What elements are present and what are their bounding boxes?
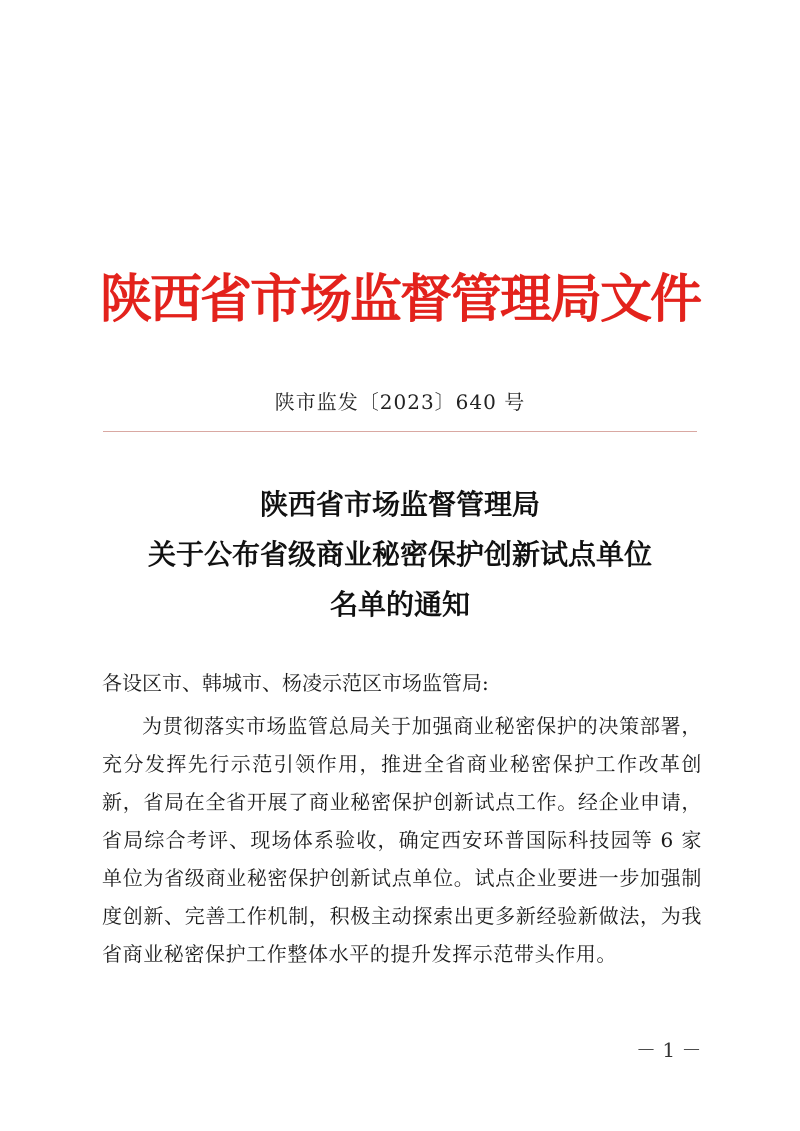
title-line-2: 关于公布省级商业秘密保护创新试点单位 xyxy=(147,538,652,571)
document-number: 陕市监发〔2023〕640 号 xyxy=(274,390,526,414)
salutation: 各设区市、韩城市、杨凌示范区市场监管局: xyxy=(102,671,489,695)
document-body xyxy=(102,664,702,973)
header-divider xyxy=(103,431,697,432)
document-title xyxy=(0,480,800,630)
title-line-1: 陕西省市场监督管理局 xyxy=(259,488,540,521)
title-line-3: 名单的通知 xyxy=(329,588,470,621)
body-paragraph: 为贯彻落实市场监管总局关于加强商业秘密保护的决策部署，充分发挥先行示范引领作用，推进全省商业秘密保护工作改革创新，省局在全省开展了商业秘密保护创新试点工作。经企业申请，省局综合考评、现场体系验收，确定西安环普国际科技园等 6 家单位为省级商业秘密保护创新试点单位。试点企业要进一步加强制度创新、完善工作机制，积极主动探索出更多新经验新做法，为我省商业秘密保护工作整体水平的提升发挥示范带头作用。 xyxy=(102,714,702,966)
document-masthead: 陕西省市场监督管理局文件 xyxy=(99,269,700,330)
page-number: － 1 － xyxy=(636,1038,702,1062)
